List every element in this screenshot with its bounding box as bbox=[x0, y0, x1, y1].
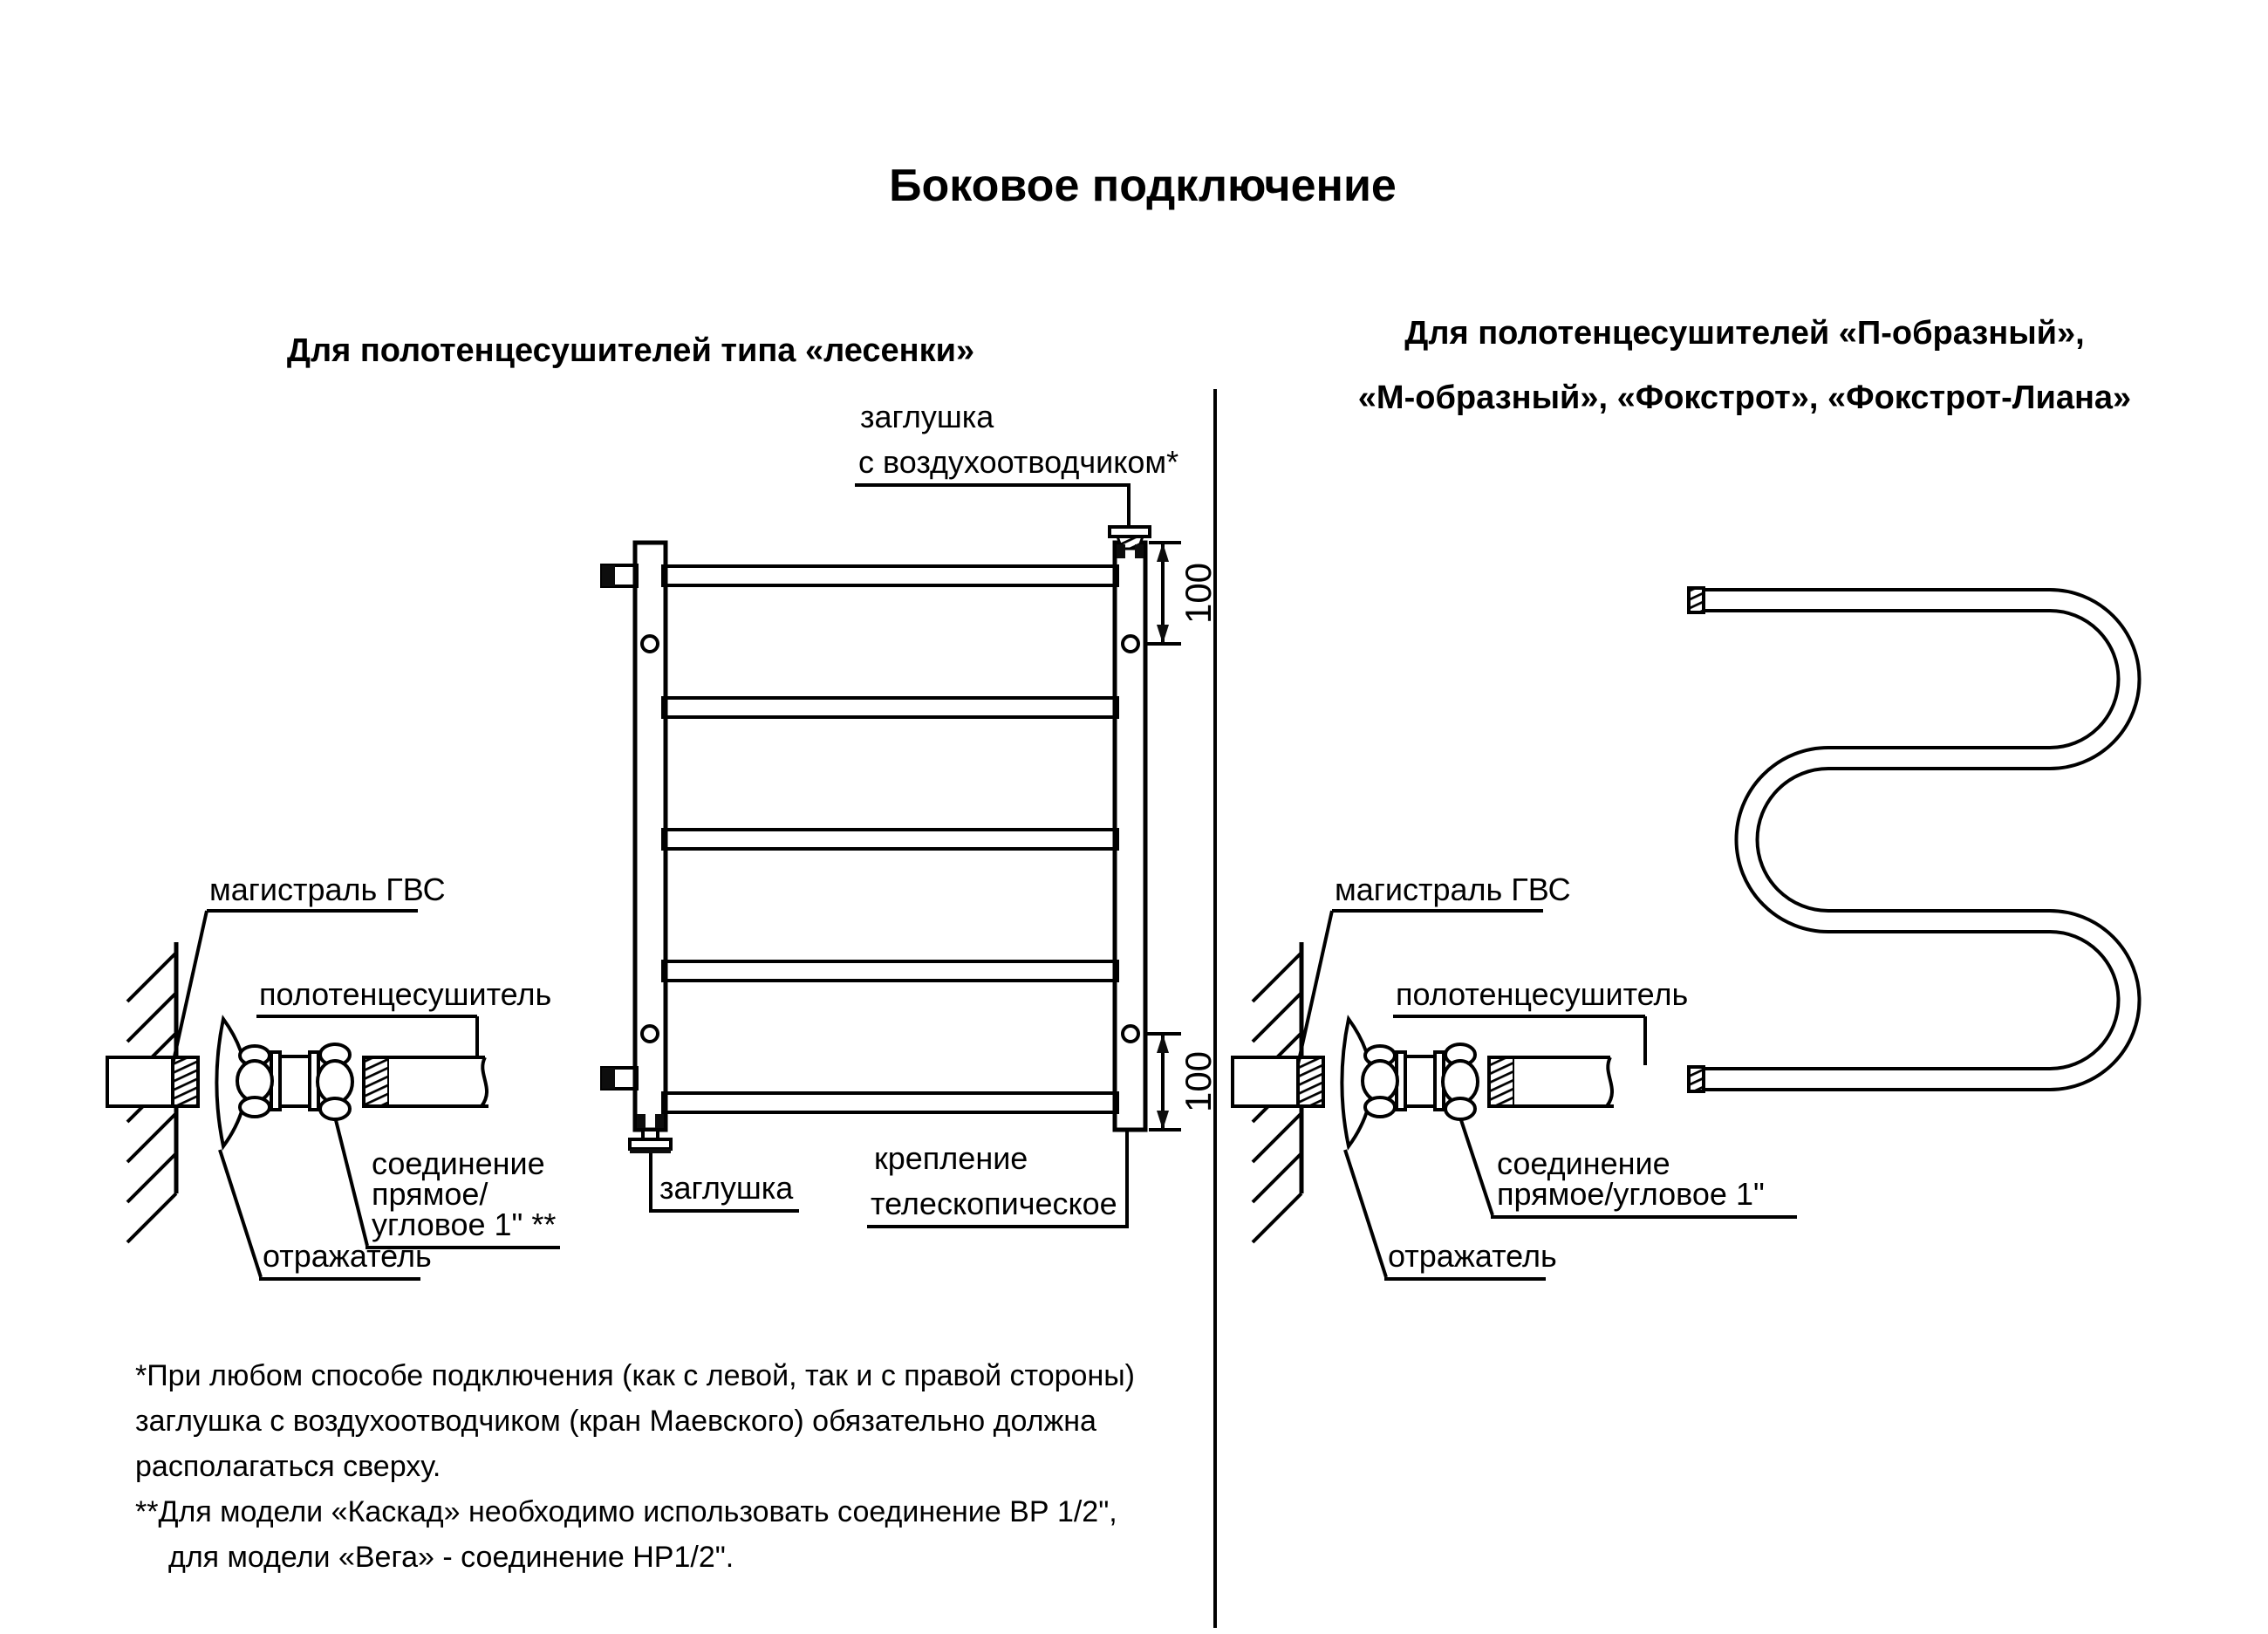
connection-label-line1: соединение bbox=[372, 1145, 545, 1181]
dimension-value-bottom: 100 bbox=[1178, 1050, 1219, 1113]
footnote-line5: для модели «Вега» - соединение НР1/2". bbox=[168, 1541, 734, 1574]
connection-label-line2: прямое/угловое 1" bbox=[1497, 1176, 1765, 1212]
supply-main-label: магистраль ГВС bbox=[209, 872, 446, 907]
right-section-header-line2: «М-образный», «Фокстрот», «Фокстрот-Лиана» bbox=[1357, 379, 2132, 416]
mount-label-line2: телескопическое bbox=[871, 1186, 1117, 1221]
mounting-hole bbox=[1123, 636, 1138, 652]
vent-plug-leader bbox=[855, 485, 1129, 527]
ladder-rung bbox=[663, 698, 1117, 717]
dimension-bottom-100 bbox=[1145, 1034, 1219, 1130]
connection-leader bbox=[1461, 1120, 1493, 1215]
supply-pipe-thread bbox=[1298, 1057, 1323, 1106]
dimension-value-top: 100 bbox=[1178, 562, 1219, 625]
mounting-hole bbox=[642, 1026, 658, 1042]
connection-label-line3: угловое 1" ** bbox=[372, 1207, 557, 1242]
supply-main-label: магистраль ГВС bbox=[1335, 872, 1571, 907]
tail-thread bbox=[1489, 1057, 1514, 1106]
connection-leader bbox=[336, 1120, 367, 1246]
left-section-header: Для полотенцесушителей типа «лесенки» bbox=[286, 332, 975, 369]
supply-pipe-thread bbox=[173, 1057, 198, 1106]
dimension-top-100 bbox=[1145, 543, 1219, 644]
rail-pipe-stub bbox=[1514, 1057, 1614, 1106]
connection-label-line1: соединение bbox=[1497, 1145, 1670, 1181]
serpentine-top-thread-end bbox=[1689, 588, 1704, 612]
left-connection-detail bbox=[107, 872, 560, 1279]
union-fitting bbox=[1363, 1044, 1478, 1119]
footnote-line3: располагаться сверху. bbox=[135, 1450, 441, 1483]
serpentine-towel-rail-drawing bbox=[1689, 588, 2129, 1091]
vent-plug-label-line1: заглушка bbox=[860, 399, 994, 434]
mount-label-line1: крепление bbox=[874, 1140, 1028, 1176]
reflector-label: отражатель bbox=[263, 1238, 432, 1274]
footnote-line4: **Для модели «Каскад» необходимо использовать соединение ВР 1/2", bbox=[135, 1495, 1117, 1528]
towel-rail-label: полотенцесушитель bbox=[1396, 976, 1689, 1012]
mounting-hole bbox=[642, 636, 658, 652]
ladder-rung bbox=[663, 830, 1117, 849]
footnote-line2: заглушка с воздухоотводчиком (кран Маевского) обязательно должна bbox=[135, 1405, 1096, 1438]
footnote-line1: *При любом способе подключения (как с левой, так и с правой стороны) bbox=[135, 1359, 1135, 1392]
ladder-rung bbox=[663, 961, 1117, 981]
tail-thread bbox=[364, 1057, 389, 1106]
top-stub-thread bbox=[602, 565, 615, 586]
mounting-hole bbox=[1123, 1026, 1138, 1042]
vent-plug-label-line2: с воздухоотводчиком* bbox=[858, 444, 1179, 480]
union-fitting bbox=[237, 1044, 352, 1119]
reflector-leader bbox=[220, 1150, 261, 1277]
right-section-header-line1: Для полотенцесушителей «П-образный», bbox=[1404, 315, 2085, 352]
towel-rail-label: полотенцесушитель bbox=[259, 976, 552, 1012]
reflector-label: отражатель bbox=[1388, 1238, 1557, 1274]
reflector-leader bbox=[1345, 1150, 1386, 1277]
footnotes bbox=[135, 1359, 1135, 1574]
ladder-rung bbox=[663, 566, 1117, 585]
serpentine-bottom-thread-end bbox=[1689, 1067, 1704, 1091]
ladder-towel-rail-drawing bbox=[602, 399, 1219, 1227]
page-title: Боковое подключение bbox=[889, 161, 1397, 211]
bottom-stub-thread bbox=[602, 1068, 615, 1089]
ladder-rung bbox=[663, 1093, 1117, 1112]
plug-label: заглушка bbox=[659, 1170, 794, 1206]
connection-label-line2: прямое/ bbox=[372, 1176, 488, 1212]
rail-pipe-stub bbox=[389, 1057, 488, 1106]
